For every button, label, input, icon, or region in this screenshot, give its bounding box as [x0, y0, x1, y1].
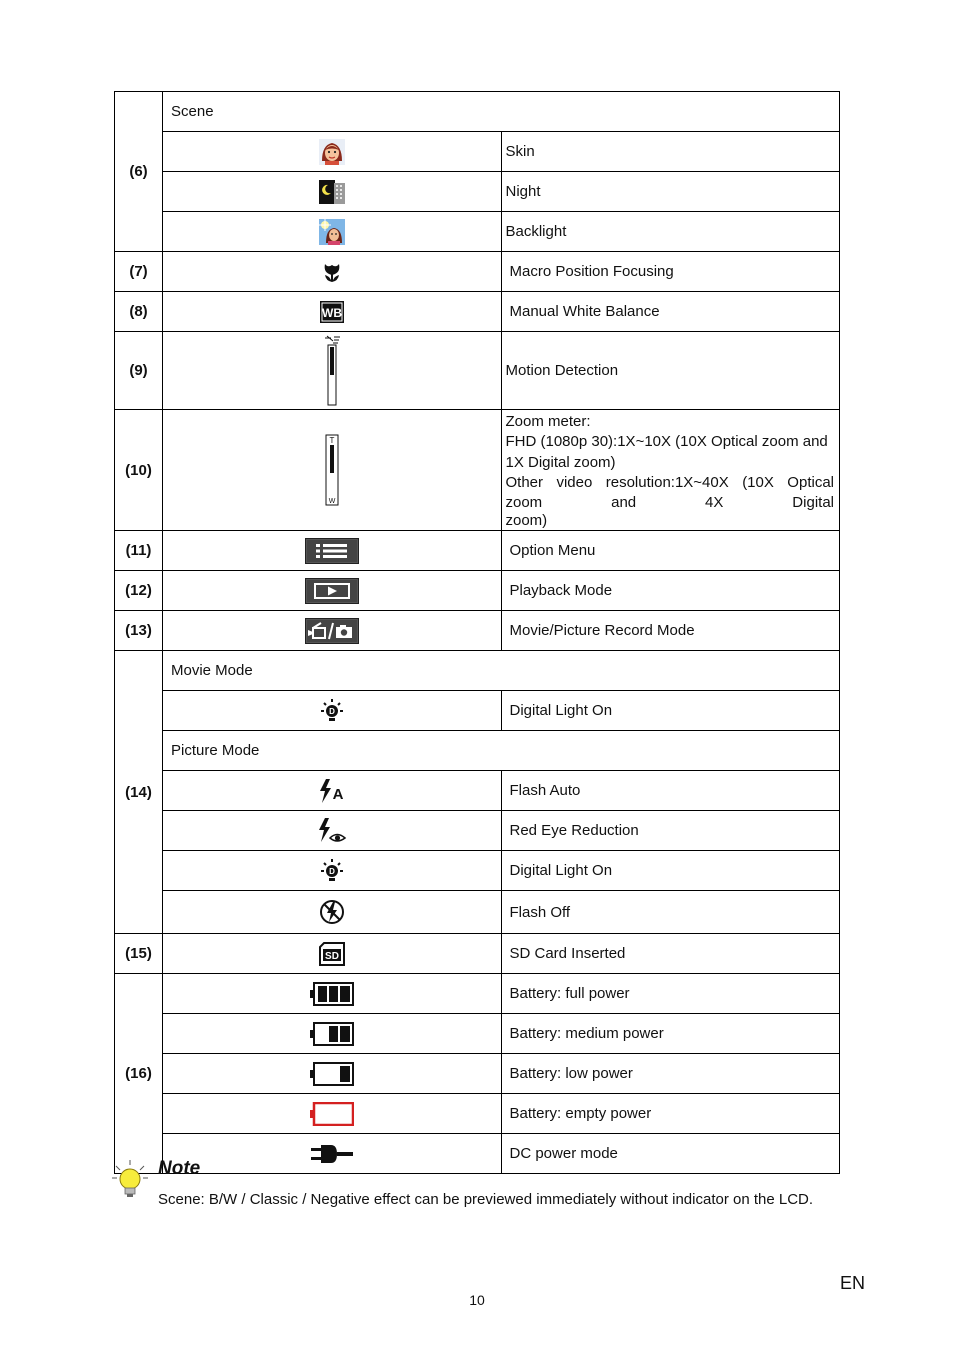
- svg-text:D: D: [328, 866, 335, 876]
- group-heading: Picture Mode: [163, 731, 840, 771]
- table-row: [115, 974, 840, 1014]
- icon-cell: [163, 410, 502, 531]
- icon-cell: [163, 974, 502, 1014]
- group-heading: Movie Mode: [163, 651, 840, 691]
- scene-night-label: Night: [501, 172, 840, 212]
- table-row: [115, 252, 840, 292]
- table-row: [115, 92, 840, 132]
- page-number: 10: [469, 1292, 485, 1308]
- row-number: (11): [115, 531, 163, 571]
- menu-icon: [305, 538, 359, 564]
- red-eye-icon: [317, 818, 347, 844]
- icon-cell: [163, 771, 502, 811]
- sd-card-icon: [318, 942, 346, 966]
- sd-card-label: SD Card Inserted: [501, 934, 840, 974]
- table-row: [115, 934, 840, 974]
- zoom-description: [501, 410, 840, 531]
- flash-auto-icon: [317, 779, 347, 803]
- icon-cell: [163, 252, 502, 292]
- playback-icon: [305, 578, 359, 604]
- note-text: Scene: B/W / Classic / Negative effect can be previewed immediately without indicator on the LCD.: [158, 1191, 814, 1208]
- svg-text:SD: SD: [324, 950, 339, 962]
- battery-medium-icon: [310, 1022, 354, 1046]
- table-row: [115, 691, 840, 731]
- row-number: (7): [115, 252, 163, 292]
- icon-cell: [163, 571, 502, 611]
- dc-power-label: DC power mode: [501, 1134, 840, 1174]
- scene-skin-label: Skin: [501, 132, 840, 172]
- dc-power-icon: [309, 1143, 355, 1165]
- row-number: (14): [115, 651, 163, 934]
- table-row: [115, 651, 840, 691]
- table-row: [115, 531, 840, 571]
- wb-icon: [320, 301, 344, 323]
- table-row: [115, 410, 840, 531]
- note-title: Note: [158, 1158, 201, 1179]
- zoom-bottom-label: W: [328, 498, 336, 506]
- row-number: (9): [115, 332, 163, 410]
- table-row: [115, 172, 840, 212]
- icon-cell: [163, 811, 502, 851]
- battery-low-label: Battery: low power: [501, 1054, 840, 1094]
- lightbulb-icon: [112, 1160, 148, 1200]
- icon-table: [114, 91, 840, 1174]
- movie-digital-light-label: Digital Light On: [501, 691, 840, 731]
- digital-light-icon: [318, 699, 346, 723]
- svg-text:D: D: [328, 706, 335, 716]
- icon-cell: [163, 691, 502, 731]
- group-heading: Scene: [163, 92, 840, 132]
- language-code: EN: [840, 1273, 866, 1293]
- row-number: (6): [115, 92, 163, 252]
- row-number: (12): [115, 571, 163, 611]
- battery-medium-label: Battery: medium power: [501, 1014, 840, 1054]
- macro-icon: [321, 261, 343, 283]
- motion-detection-icon: [322, 335, 342, 407]
- wb-label: Manual White Balance: [501, 292, 840, 332]
- icon-cell: [163, 292, 502, 332]
- svg-text:WB: WB: [321, 305, 342, 320]
- table-row: [115, 1134, 840, 1174]
- icon-cell: [163, 332, 502, 410]
- zoom-top-label: T: [329, 436, 335, 446]
- icon-cell: [163, 851, 502, 891]
- table-row: [115, 611, 840, 651]
- zoom-line: FHD (1080p 30):1X~10X (10X Optical zoom and 1X Digital zoom): [505, 433, 828, 471]
- icon-cell: [163, 1094, 502, 1134]
- record-mode-label: Movie/Picture Record Mode: [501, 611, 840, 651]
- icon-cell: [163, 1054, 502, 1094]
- flash-auto-label: Flash Auto: [501, 771, 840, 811]
- playback-mode-label: Playback Mode: [501, 571, 840, 611]
- row-number: (8): [115, 292, 163, 332]
- digital-light-icon: [318, 859, 346, 883]
- table-row: [115, 811, 840, 851]
- table-row: [115, 332, 840, 410]
- table-row: [115, 132, 840, 172]
- icon-cell: [163, 132, 502, 172]
- macro-label: Macro Position Focusing: [501, 252, 840, 292]
- zoom-meter-icon: [325, 434, 339, 506]
- picture-digital-light-label: Digital Light On: [501, 851, 840, 891]
- flash-off-icon: [319, 899, 345, 925]
- scene-backlight-label: Backlight: [501, 212, 840, 252]
- icon-cell: [163, 212, 502, 252]
- icon-cell: [163, 531, 502, 571]
- battery-low-icon: [310, 1062, 354, 1086]
- table-row: [115, 891, 840, 934]
- flash-off-label: Flash Off: [501, 891, 840, 934]
- table-row: [115, 731, 840, 771]
- table-row: [115, 1054, 840, 1094]
- zoom-line: Zoom meter:: [505, 413, 591, 430]
- icon-cell: [163, 172, 502, 212]
- row-number: (10): [115, 410, 163, 531]
- table-row: [115, 1014, 840, 1054]
- zoom-line: Other video resolution:1X~40X (10X Optical zoom and 4X Digital: [505, 473, 834, 511]
- motion-detection-label: Motion Detection: [501, 332, 840, 410]
- table-row: [115, 571, 840, 611]
- icon-cell: [163, 934, 502, 974]
- row-number: (15): [115, 934, 163, 974]
- icon-cell: [163, 1134, 502, 1174]
- zoom-line: zoom): [505, 512, 548, 530]
- record-mode-icon: [305, 618, 359, 644]
- icon-cell: [163, 891, 502, 934]
- icon-cell: [163, 1014, 502, 1054]
- svg-text:A: A: [332, 785, 344, 803]
- row-number: (13): [115, 611, 163, 651]
- battery-empty-icon: [310, 1102, 354, 1126]
- table-row: [115, 212, 840, 252]
- table-row: [115, 851, 840, 891]
- table-row: [115, 771, 840, 811]
- option-menu-label: Option Menu: [501, 531, 840, 571]
- battery-full-icon: [310, 982, 354, 1006]
- battery-empty-label: Battery: empty power: [501, 1094, 840, 1134]
- table-row: [115, 292, 840, 332]
- night-icon: [319, 180, 345, 204]
- table-row: [115, 1094, 840, 1134]
- battery-full-label: Battery: full power: [501, 974, 840, 1014]
- backlight-icon: [319, 219, 345, 245]
- skin-icon: [319, 139, 345, 165]
- row-number: (16): [115, 974, 163, 1174]
- icon-cell: [163, 611, 502, 651]
- red-eye-label: Red Eye Reduction: [501, 811, 840, 851]
